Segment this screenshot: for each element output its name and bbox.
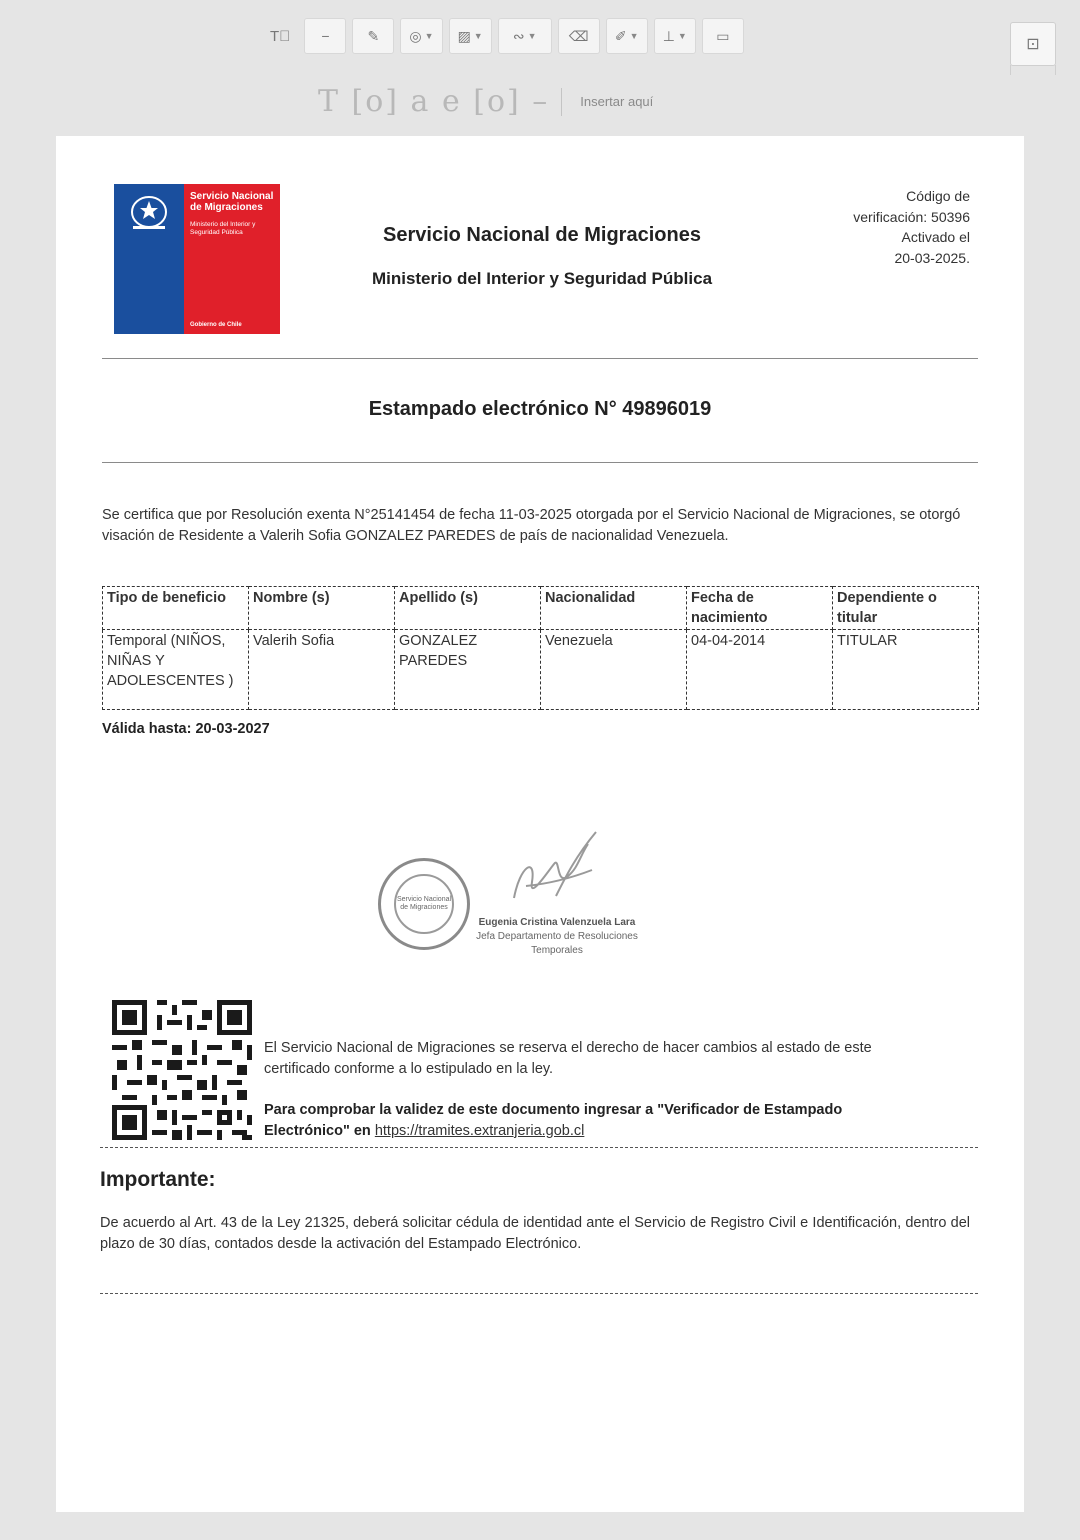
stamp-icon: ⊥ <box>662 27 675 44</box>
table-cell: Valerih Sofia <box>249 630 395 710</box>
important-title: Importante: <box>100 1168 216 1191</box>
verify-text: Para comprobar la validez de este documento ingresar a "Verificador de Estampado Electrónico" en <box>264 1102 843 1139</box>
highlight-button[interactable] <box>606 18 648 54</box>
stamp-title: Estampado electrónico N° 49896019 <box>368 398 712 420</box>
table-cell: GONZALEZ PAREDES <box>395 630 541 710</box>
highlighter-icon: ✐ <box>614 27 627 44</box>
edit-pen-button[interactable] <box>352 18 394 54</box>
verification-block <box>790 186 970 268</box>
qr-code <box>112 1000 252 1140</box>
chevron-down-icon: ▼ <box>677 31 687 41</box>
signature-scribble <box>496 826 606 916</box>
signer-name: Eugenia Cristina Valenzuela Lara <box>478 917 636 928</box>
benefits-table <box>102 586 979 710</box>
panel-toggle-button[interactable] <box>1010 22 1056 66</box>
certification-text: Se certifica que por Resolución exenta N°25141454 de fecha 11-03-2025 otorgada por el Servicio Nacional de Migraciones, se otorgó visación de Residente a Valerih Sofia GONZALEZ PAREDES de país de nacionalidad Venezuela. <box>102 507 961 544</box>
table-cell: TITULAR <box>833 630 979 710</box>
shapes-icon: ◎ <box>409 27 422 44</box>
logo-red-panel <box>184 184 280 334</box>
verification-line3: Activado el <box>901 229 970 245</box>
format-separator <box>561 88 562 116</box>
verification-line4: 20-03-2025. <box>894 249 970 266</box>
text-select-tool[interactable] <box>262 18 298 54</box>
migraciones-logo <box>114 184 280 334</box>
table-header: Nacionalidad <box>541 587 687 630</box>
verify-link[interactable]: https://tramites.extranjeria.gob.cl <box>374 1122 585 1139</box>
document-page <box>56 136 1024 1512</box>
table-cell: Venezuela <box>541 630 687 710</box>
shapes-button[interactable] <box>400 18 442 54</box>
zoom-out-button[interactable] <box>304 18 346 54</box>
divider-bottom <box>102 462 978 463</box>
format-glyphs[interactable]: T [o] a e [o] – <box>318 84 550 119</box>
important-text: De acuerdo al Art. 43 de la Ley 21325, deberá solicitar cédula de identidad ante el Servicio de Registro Civil e Identificación, dentro del plazo de 30 días, contados desde la activación del Estampado Electrónico. <box>100 1215 970 1252</box>
table-header: Apellido (s) <box>395 587 541 630</box>
signer-role: Jefa Departamento de Resoluciones Temporales <box>476 931 638 956</box>
stamp-button[interactable] <box>654 18 696 54</box>
table-header: Nombre (s) <box>249 587 395 630</box>
table-header-row <box>103 587 979 630</box>
annotation-toolbar <box>262 18 744 54</box>
chevron-down-icon: ▼ <box>527 31 537 41</box>
verification-line2: verificación: 50396 <box>853 208 970 225</box>
eraser-button[interactable] <box>558 18 600 54</box>
chevron-down-icon: ▼ <box>629 31 639 41</box>
valid-until: Válida hasta: 20-03-2027 <box>102 721 270 737</box>
table-header: Fecha de nacimiento <box>687 587 833 630</box>
comment-icon: ▭ <box>716 27 730 44</box>
dashed-divider-bottom <box>100 1293 978 1294</box>
format-row <box>318 84 653 119</box>
coat-of-arms-icon <box>127 192 171 232</box>
text-tool-icon: T⃞ <box>270 27 291 45</box>
table-cell: Temporal (NIÑOS, NIÑAS Y ADOLESCENTES ) <box>103 630 249 710</box>
logo-line1: Servicio Nacional de Migraciones <box>190 191 274 213</box>
dashed-divider <box>100 1147 978 1148</box>
chevron-down-icon: ▼ <box>424 31 434 41</box>
logo-line2: Ministerio del Interior y Seguridad Pública <box>190 221 256 236</box>
ink-hint: Insertar aquí <box>580 94 654 109</box>
header-title: Servicio Nacional de Migraciones <box>383 224 701 246</box>
minus-icon: − <box>321 28 330 44</box>
image-button[interactable] <box>449 18 492 54</box>
panel-icon: ⊡ <box>1026 36 1040 53</box>
table-cell: 04-04-2014 <box>687 630 833 710</box>
pen-icon: ✎ <box>367 27 380 44</box>
verification-line1: Código de <box>906 188 970 204</box>
image-icon: ▨ <box>457 27 471 44</box>
header-subtitle: Ministerio del Interior y Seguridad Pública <box>371 269 713 288</box>
signer-block <box>452 916 662 958</box>
logo-line3: Gobierno de Chile <box>190 322 242 328</box>
table-header: Dependiente o titular <box>833 587 979 630</box>
notice-text: El Servicio Nacional de Migraciones se reserva el derecho de hacer cambios al estado de este certificado conforme a lo estipulado en la ley. <box>264 1040 872 1077</box>
seal-text: Servicio Nacional de Migraciones <box>394 874 454 934</box>
verify-text-block <box>264 1100 932 1141</box>
table-row <box>103 630 979 710</box>
chevron-down-icon: ▼ <box>473 31 483 41</box>
link-button[interactable] <box>498 18 552 54</box>
link-icon: ∾ <box>512 27 525 44</box>
table-header: Tipo de beneficio <box>103 587 249 630</box>
eraser-icon: ⌫ <box>568 27 589 44</box>
divider-top <box>102 358 978 359</box>
comment-button[interactable] <box>702 18 744 54</box>
logo-blue-panel <box>114 184 184 334</box>
